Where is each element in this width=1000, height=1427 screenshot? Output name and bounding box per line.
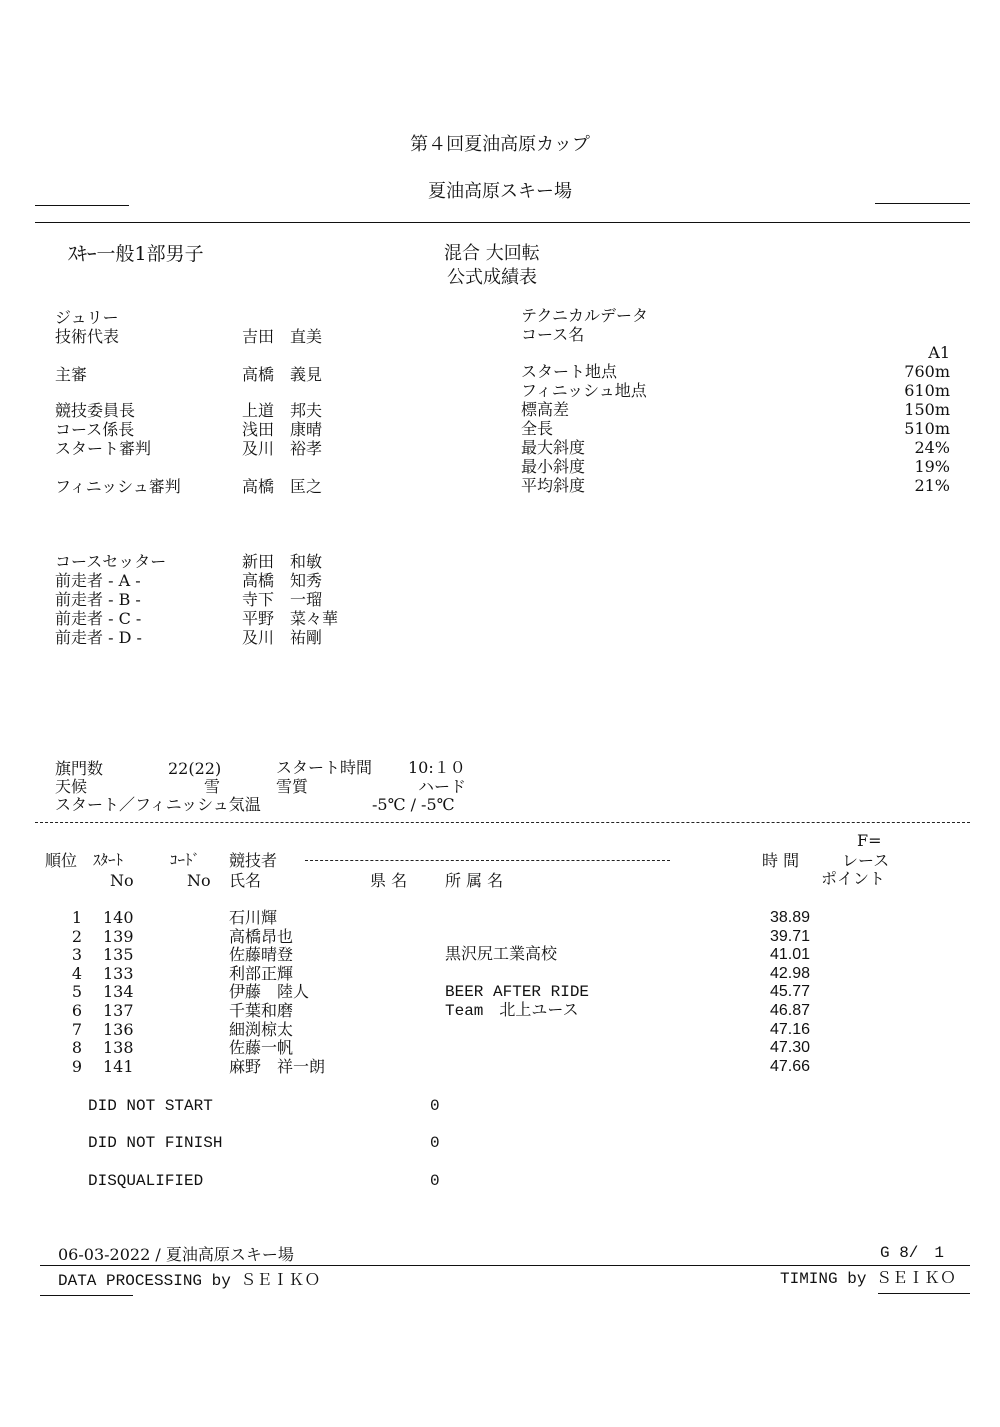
technical-label: 全長 (521, 419, 554, 438)
jury-role: 競技委員長 (55, 401, 136, 420)
section-divider (35, 822, 970, 823)
cell-time: 45.77 (770, 983, 811, 1000)
cell-bib: 140 (103, 908, 134, 927)
cell-name: 高橋昂也 (229, 927, 294, 946)
cell-bib: 135 (103, 945, 134, 964)
start-time-value: 10:１０ (408, 758, 466, 777)
setter-role: 前走者 - B - (55, 590, 141, 609)
doc-type-title: 公式成績表 (447, 267, 537, 288)
dsq-label: DISQUALIFIED (88, 1172, 204, 1190)
cell-name: 伊藤 陸人 (229, 982, 310, 1001)
cell-name: 佐藤一帆 (229, 1038, 294, 1057)
cell-bib: 136 (103, 1020, 134, 1039)
dns-count: 0 (430, 1097, 440, 1115)
footer-timing: TIMING by ＳＥＩＫＯ (780, 1270, 957, 1288)
cell-time: 47.30 (770, 1039, 811, 1056)
setter-name: 寺下 一瑠 (242, 590, 323, 609)
col-race-header: レース (842, 851, 890, 870)
technical-label: 標高差 (521, 400, 570, 419)
cell-time: 47.16 (770, 1021, 811, 1038)
cell-name: 細渕椋太 (229, 1020, 294, 1039)
venue-title: 夏油高原スキー場 (428, 181, 572, 202)
cell-rank: 8 (71, 1038, 82, 1057)
cell-rank: 7 (71, 1020, 82, 1039)
cell-bib: 137 (103, 1001, 134, 1020)
col-code-no-header: No (187, 871, 211, 890)
jury-name: 高橋 義見 (242, 365, 323, 384)
event-title: 第４回夏油高原カップ (410, 134, 590, 155)
jury-role: 技術代表 (55, 327, 120, 346)
cell-rank: 3 (71, 945, 82, 964)
technical-label: 最大斜度 (521, 438, 586, 457)
footer-rule-right (878, 1293, 970, 1294)
footer-data-processing: DATA PROCESSING by ＳＥＩＫＯ (58, 1272, 321, 1290)
footer-rule-left (40, 1295, 133, 1296)
setter-name: 及川 祐剛 (242, 628, 323, 647)
col-rank-header: 順位 (45, 851, 78, 870)
col-name-header: 氏名 (229, 871, 262, 890)
setter-role: 前走者 - D - (55, 628, 142, 647)
jury-name: 及川 裕孝 (242, 439, 323, 458)
cell-bib: 138 (103, 1038, 134, 1057)
header-rule-right (875, 203, 970, 204)
weather-value: 雪 (204, 777, 221, 796)
setter-role: コースセッター (55, 552, 167, 571)
jury-heading: ジュリー (55, 308, 119, 327)
cell-club: 黒沢尻工業高校 (445, 946, 558, 964)
technical-label: フィニッシュ地点 (521, 381, 647, 400)
cell-rank: 5 (71, 982, 82, 1001)
jury-role: コース係長 (55, 420, 135, 439)
footer-date-venue: 06-03-2022 / 夏油高原スキー場 (58, 1245, 294, 1264)
technical-value: 760m (904, 362, 950, 381)
col-time-header: 時 間 (762, 851, 800, 870)
cell-time: 42.98 (770, 965, 811, 982)
dnf-label: DID NOT FINISH (88, 1134, 223, 1152)
cell-time: 47.66 (770, 1058, 811, 1075)
cell-time: 39.71 (770, 928, 811, 945)
cell-club: BEER AFTER RIDE (445, 983, 590, 1001)
start-time-label: スタート時間 (276, 758, 373, 777)
technical-label: スタート地点 (521, 362, 618, 381)
cell-name: 千葉和磨 (229, 1001, 294, 1020)
col-start-header: ｽﾀｰﾄ (93, 851, 124, 869)
col-f-header: F= (857, 831, 882, 850)
technical-label: コース名 (521, 325, 585, 344)
weather-label: 天候 (55, 777, 88, 796)
header-rule-left (35, 205, 129, 206)
cell-rank: 1 (71, 908, 82, 927)
col-competitor-header: 競技者 (229, 851, 278, 870)
col-points-header: ポイント (821, 869, 886, 888)
technical-label: 平均斜度 (521, 476, 586, 495)
cell-name: 石川輝 (229, 908, 278, 927)
cell-rank: 9 (71, 1057, 82, 1076)
setter-name: 新田 和敏 (242, 552, 323, 571)
cell-club: Team 北上ユース (445, 1002, 579, 1020)
col-pref-header: 県 名 (370, 871, 408, 890)
setter-name: 高橋 知秀 (242, 571, 323, 590)
discipline-title: 混合 大回転 (444, 243, 540, 264)
footer-page: G 8/ 1 (880, 1244, 945, 1262)
snow-label: 雪質 (276, 777, 309, 796)
cell-bib: 134 (103, 982, 134, 1001)
competitor-dash-rule (305, 860, 670, 861)
col-code-header: ｺｰﾄﾞ (170, 851, 201, 869)
temperature-value: -5℃ / -5℃ (372, 795, 455, 814)
cell-bib: 133 (103, 964, 134, 983)
dsq-count: 0 (430, 1172, 440, 1190)
cell-name: 利部正輝 (229, 964, 294, 983)
cell-name: 麻野 祥一朗 (229, 1057, 326, 1076)
snow-value: ハード (418, 777, 467, 796)
setter-role: 前走者 - C - (55, 609, 142, 628)
category-title: ｽｷｰ一般1部男子 (68, 243, 204, 265)
cell-bib: 141 (103, 1057, 134, 1076)
technical-value: 19% (914, 457, 950, 476)
jury-role: 主審 (55, 365, 88, 384)
cell-time: 38.89 (770, 909, 811, 926)
technical-label: 最小斜度 (521, 457, 586, 476)
jury-role: フィニッシュ審判 (55, 477, 181, 496)
jury-name: 上道 邦夫 (242, 401, 323, 420)
cell-bib: 139 (103, 927, 134, 946)
jury-role: スタート審判 (55, 439, 152, 458)
temperature-label: スタート／フィニッシュ気温 (55, 795, 261, 814)
technical-value: 610m (904, 381, 950, 400)
header-rule-main (35, 222, 970, 223)
jury-name: 吉田 直美 (242, 327, 323, 346)
setter-name: 平野 菜々華 (242, 609, 339, 628)
col-start-no-header: No (110, 871, 134, 890)
technical-value: 510m (904, 419, 950, 438)
cell-rank: 2 (71, 927, 82, 946)
jury-name: 高橋 匡之 (242, 477, 323, 496)
technical-heading: テクニカルデータ (521, 306, 649, 325)
cell-rank: 6 (71, 1001, 82, 1020)
technical-value: 150m (904, 400, 950, 419)
col-club-header: 所 属 名 (445, 871, 504, 890)
cell-rank: 4 (71, 964, 82, 983)
technical-value: 24% (914, 438, 950, 457)
setter-role: 前走者 - A - (55, 571, 141, 590)
gates-value: 22(22) (168, 759, 222, 778)
technical-value: A1 (928, 343, 950, 362)
footer-rule-main (40, 1265, 970, 1266)
gates-label: 旗門数 (55, 759, 104, 778)
dnf-count: 0 (430, 1134, 440, 1152)
dns-label: DID NOT START (88, 1097, 213, 1115)
jury-name: 浅田 康晴 (242, 420, 323, 439)
cell-time: 46.87 (770, 1002, 811, 1019)
cell-time: 41.01 (770, 946, 811, 963)
cell-name: 佐藤晴登 (229, 945, 294, 964)
technical-value: 21% (914, 476, 950, 495)
